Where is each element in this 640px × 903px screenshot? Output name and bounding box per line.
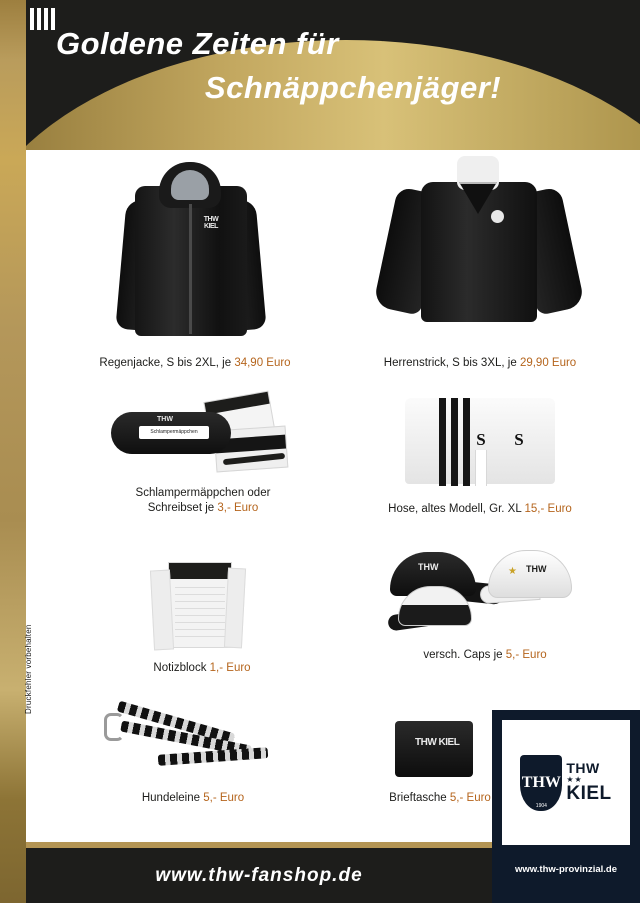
product-regenjacke (65, 152, 325, 371)
caption-text: versch. Caps je (423, 649, 506, 661)
case-logo-icon: THW (157, 416, 173, 423)
shorts-logo-right-icon: S (514, 430, 524, 449)
sweater-badge-icon (491, 210, 504, 223)
price: 5,- Euro (449, 792, 491, 804)
caption-line2: Schreibset je (147, 502, 218, 514)
product-caption-herrenstrick (340, 356, 620, 371)
logo-kiel-text: KIEL (566, 783, 612, 805)
pencil-case-and-writing-set-photo (103, 392, 303, 482)
thw-shield-icon (520, 755, 562, 811)
case-label: Schlampermäppchen (139, 426, 209, 439)
dog-leash-photo (98, 707, 288, 787)
product-hose (340, 380, 620, 517)
caption-text: Hundeleine (141, 792, 204, 804)
price: 3,- Euro (217, 502, 259, 514)
shorts-photo (387, 380, 573, 498)
product-hundeleine (78, 707, 308, 806)
fanshop-url[interactable]: www.thw-fanshop.de (155, 864, 363, 886)
price: 5,- Euro (505, 649, 547, 661)
left-gold-bar (0, 0, 26, 903)
rain-jacket-photo (115, 152, 275, 352)
cap-star-icon: ★ (508, 566, 517, 577)
caption-text: Regenjacke, S bis 2XL, je (99, 357, 235, 369)
header-title-line2: Schnäppchenjäger! (204, 70, 502, 105)
caption-text: Brieftasche (389, 792, 450, 804)
price: 15,- Euro (524, 503, 572, 515)
caption-text: Hose, altes Modell, Gr. XL (388, 503, 525, 515)
price: 1,- Euro (209, 662, 251, 674)
header-title (26, 22, 640, 110)
price: 34,90 Euro (234, 357, 291, 369)
notepad-photo (122, 552, 282, 657)
poster-header (26, 0, 640, 150)
caption-line1: Schlampermäppchen oder (135, 487, 271, 499)
product-caption-schlampermaeppchen (78, 486, 328, 516)
disclaimer-note: Druckfehler vorbehalten (24, 624, 33, 714)
product-herrenstrick (340, 152, 620, 371)
jacket-logo-icon: THW KIEL (203, 216, 219, 230)
product-caption-caps (360, 648, 610, 663)
product-schlampermaeppchen (78, 392, 328, 516)
price: 5,- Euro (203, 792, 245, 804)
caption-text: Notizblock (153, 662, 210, 674)
shorts-logo-left-icon: S (476, 430, 486, 449)
cap-black-logo-icon: THW (418, 562, 439, 572)
logo-stars-icon: ★★ (566, 774, 583, 784)
product-caption-regenjacke (65, 356, 325, 371)
sponsor-url[interactable]: www.thw-provinzial.de (514, 864, 618, 875)
footer-gold-rule (26, 842, 492, 848)
price: 29,90 Euro (519, 357, 577, 369)
poster-footer (26, 848, 492, 903)
thw-kiel-logo (502, 720, 630, 845)
shield-letters: THW (521, 773, 561, 791)
shield-year: 1904 (535, 802, 547, 809)
product-caps (360, 544, 610, 663)
caption-text: Herrenstrick, S bis 3XL, je (383, 357, 520, 369)
cap-white-logo-icon: THW (526, 564, 547, 574)
product-caption-hundeleine (78, 791, 308, 806)
product-caption-notizblock (92, 661, 312, 676)
header-title-line1: Goldene Zeiten für (56, 26, 339, 61)
product-notizblock (92, 552, 312, 676)
logo-thw-text: THW (566, 759, 600, 776)
wallet-logo-icon: THW KIEL (415, 737, 460, 748)
caps-photo (380, 544, 590, 644)
product-caption-hose (340, 502, 620, 517)
sponsor-box (492, 710, 640, 903)
mens-knit-sweater-photo (387, 152, 573, 352)
